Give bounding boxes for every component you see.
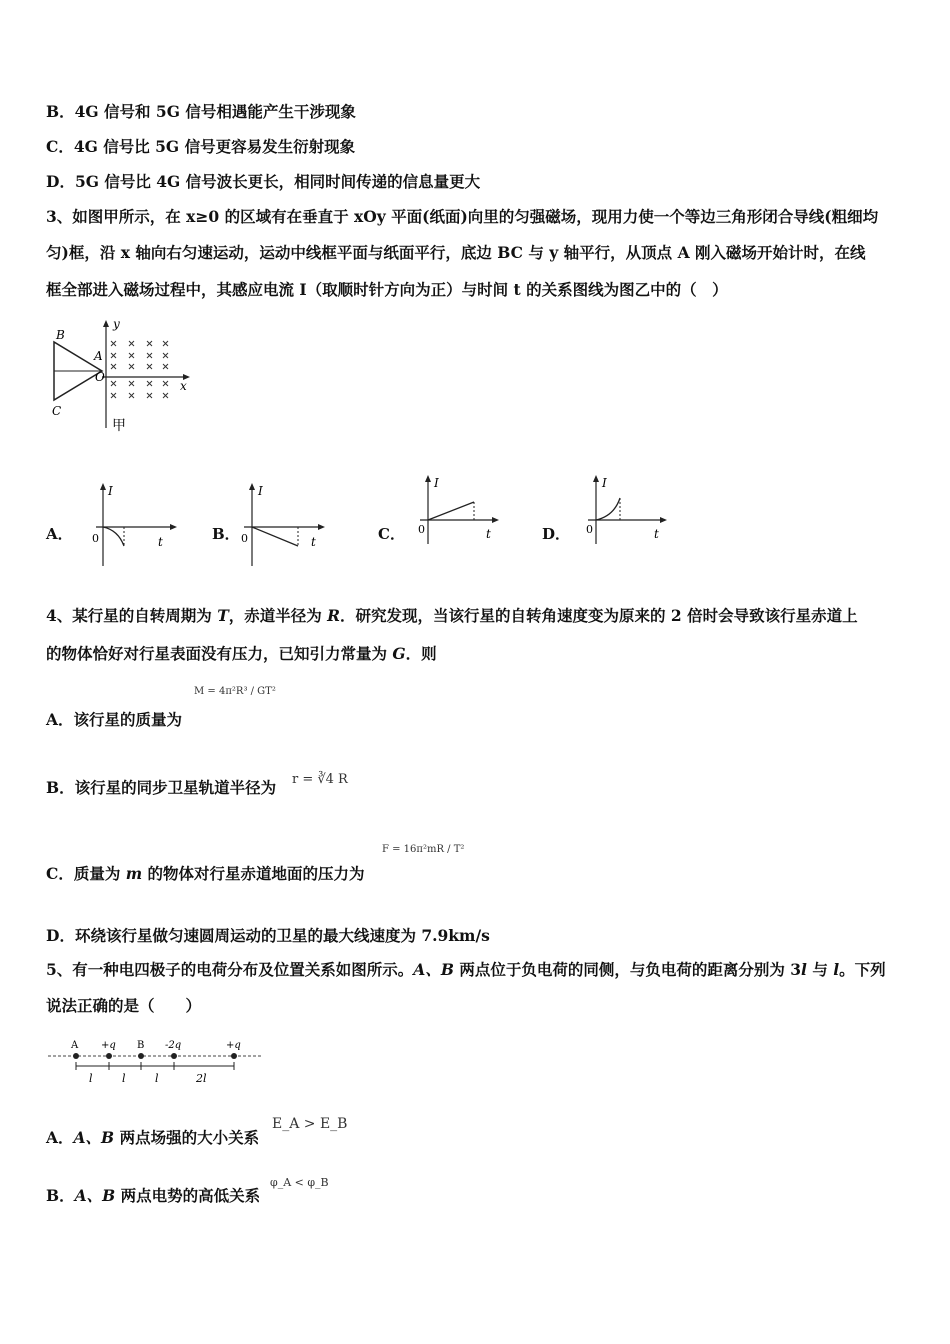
- q4-option-c: C．质量为 m 的物体对行星赤道地面的压力为: [46, 864, 365, 883]
- svg-text:-2q: -2q: [165, 1040, 182, 1051]
- q5-option-a-formula: E_A > E_B: [272, 1116, 348, 1132]
- label-c: C: [52, 404, 62, 418]
- q3-figure-jia: [40, 318, 200, 436]
- q4-line-2: 的物体恰好对行星表面没有压力，已知引力常量为 G．则: [46, 644, 437, 663]
- q5-line-1: 5、有一种电四极子的电荷分布及位置关系如图所示。A、B 两点位于负电荷的同侧，与负电荷的距离分别为 3l 与 l。下列: [46, 960, 886, 979]
- svg-text:0: 0: [418, 523, 425, 536]
- svg-text:l: l: [155, 1072, 159, 1085]
- q4-option-b: B．该行星的同步卫星轨道半径为: [46, 778, 277, 797]
- q4-option-a: A．该行星的质量为: [46, 710, 183, 729]
- q3-graph-b: [236, 480, 328, 570]
- q4-option-d: D．环绕该行星做匀速圆周运动的卫星的最大线速度为 7.9km/s: [46, 926, 490, 945]
- q2-option-d: D．5G 信号比 4G 信号波长更长，相同时间传递的信息量更大: [46, 172, 481, 191]
- svg-text:0: 0: [92, 532, 99, 545]
- svg-text:I: I: [602, 476, 607, 490]
- q3-graph-d: [580, 472, 672, 548]
- q4-line-1: 4、某行星的自转周期为 T，赤道半径为 R．研究发现，当该行星的自转角速度变为原来的 2 倍时会导致该行星赤道上: [46, 606, 858, 625]
- q4-option-c-formula: F = 16π²mR / T²: [382, 844, 465, 855]
- svg-text:I: I: [258, 484, 263, 498]
- q3-option-b-label: B．: [212, 525, 240, 543]
- q5-option-b-formula: φ_A < φ_B: [270, 1176, 329, 1189]
- svg-text:t: t: [486, 527, 491, 541]
- q5-quadrupole-figure: [44, 1036, 266, 1090]
- q3-graph-a: [88, 480, 180, 570]
- q5-line-2: 说法正确的是（ ）: [46, 996, 202, 1015]
- magnetic-field-crosses: [111, 341, 168, 398]
- q5-option-a: A．A、B 两点场强的大小关系: [46, 1128, 260, 1147]
- q3-option-a-label: A．: [46, 525, 73, 543]
- q2-option-b: B．4G 信号和 5G 信号相遇能产生干涉现象: [46, 102, 356, 121]
- svg-text:l: l: [89, 1072, 93, 1085]
- label-b: B: [56, 328, 65, 342]
- q3-option-d-label: D．: [542, 525, 571, 543]
- svg-text:l: l: [122, 1072, 126, 1085]
- svg-text:I: I: [108, 484, 113, 498]
- svg-text:+q: +q: [101, 1040, 116, 1051]
- q5-option-b: B．A、B 两点电势的高低关系: [46, 1186, 261, 1205]
- q2-option-c: C．4G 信号比 5G 信号更容易发生衍射现象: [46, 137, 356, 156]
- q3-line-2: 匀)框，沿 x 轴向右匀速运动，运动中线框平面与纸面平行，底边 BC 与 y 轴平行，从顶点 A 刚入磁场开始计时，在线: [46, 243, 866, 262]
- svg-text:0: 0: [586, 523, 593, 536]
- svg-text:0: 0: [241, 532, 248, 545]
- svg-text:+q: +q: [226, 1040, 241, 1051]
- q3-option-c-label: C．: [378, 525, 405, 543]
- label-a: A: [94, 349, 103, 363]
- q4-option-b-formula: r = ∛4 R: [292, 772, 348, 787]
- svg-text:t: t: [158, 535, 163, 549]
- figure-caption: 甲: [112, 418, 126, 434]
- svg-text:t: t: [311, 535, 316, 549]
- svg-text:B: B: [137, 1040, 145, 1051]
- svg-text:t: t: [654, 527, 659, 541]
- label-x: x: [180, 379, 187, 393]
- q3-graph-c: [412, 472, 504, 548]
- q4-option-a-formula: M = 4π²R³ / GT²: [194, 686, 276, 697]
- svg-text:I: I: [434, 476, 439, 490]
- svg-text:A: A: [71, 1040, 79, 1051]
- label-y: y: [113, 318, 120, 331]
- label-o: O: [95, 370, 105, 384]
- svg-text:2l: 2l: [196, 1072, 207, 1085]
- q3-line-1: 3、如图甲所示，在 x≥0 的区域有在垂直于 xOy 平面(纸面)向里的匀强磁场，现用力使一个等边三角形闭合导线(粗细均: [46, 207, 879, 226]
- q3-line-3: 框全部进入磁场过程中，其感应电流 I（取顺时针方向为正）与时间 t 的关系图线为图乙中的（ ）: [46, 280, 728, 299]
